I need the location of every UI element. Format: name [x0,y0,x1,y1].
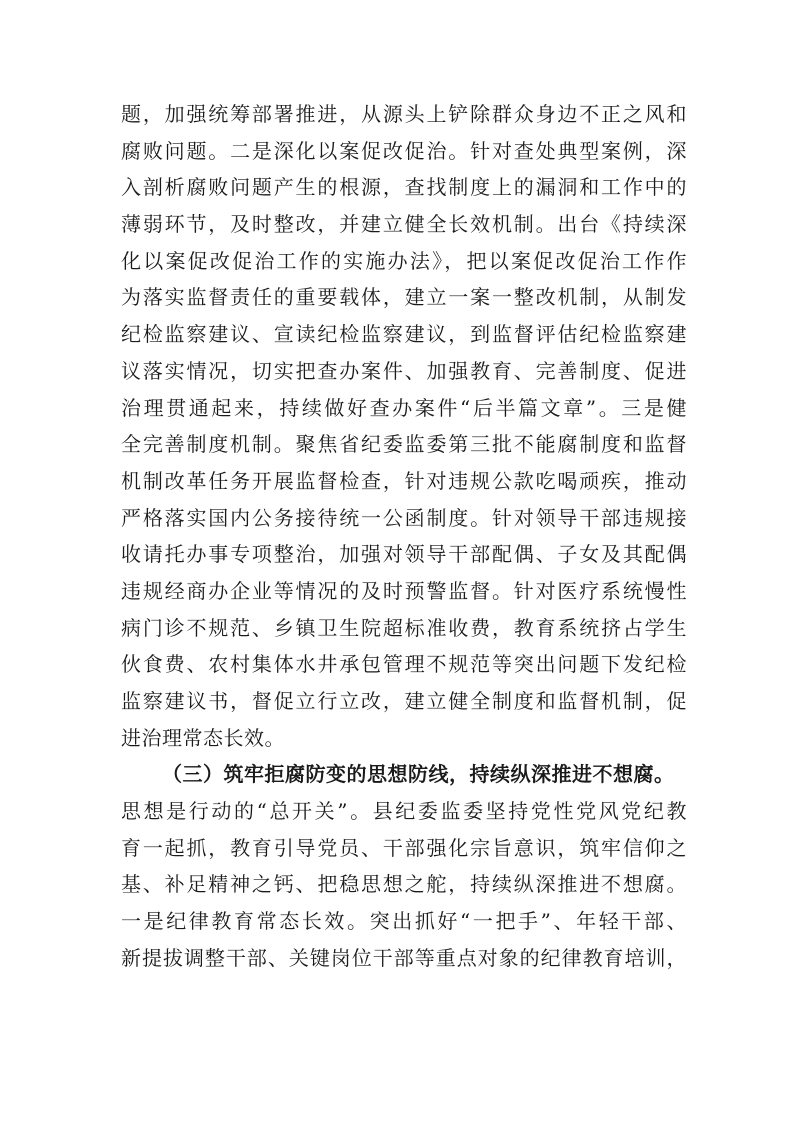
text-line: 议落实情况，切实把查办案件、加强教育、完善制度、促进 [121,358,687,383]
section-heading: （三）筑牢拒腐防变的思想防线，持续纵深推进不想腐。 [162,762,675,787]
text-line: 违规经商办企业等情况的及时预警监督。针对医疗系统慢性 [121,578,687,603]
text-line: 腐败问题。二是深化以案促改促治。针对查处典型案例，深 [121,138,687,163]
text-line: 新提拔调整干部、关键岗位干部等重点对象的纪律教育培训， [121,945,687,970]
text-line: 思想是行动的“总开关”。县纪委监委坚持党性党风党纪教 [121,799,687,824]
text-line: 入剖析腐败问题产生的根源，查找制度上的漏洞和工作中的 [121,175,687,200]
text-line: 一是纪律教育常态长效。突出抓好“一把手”、年轻干部、 [121,909,687,934]
text-line: 基、补足精神之钙、把稳思想之舵，持续纵深推进不想腐。 [121,872,687,897]
text-line: 进治理常态长效。 [121,725,285,750]
text-line: 育一起抓，教育引导党员、干部强化宗旨意识，筑牢信仰之 [121,835,687,860]
text-line: 纪检监察建议、宣读纪检监察建议，到监督评估纪检监察建 [121,322,687,347]
text-line: 病门诊不规范、乡镇卫生院超标准收费，教育系统挤占学生 [121,615,687,640]
text-line: 全完善制度机制。聚焦省纪委监委第三批不能腐制度和监督 [121,432,687,457]
text-line: 机制改革任务开展监督检查，针对违规公款吃喝顽疾，推动 [121,468,687,493]
text-line: 监察建议书，督促立行立改，建立健全制度和监督机制，促 [121,689,687,713]
text-line: 题，加强统筹部署推进，从源头上铲除群众身边不正之风和 [121,102,687,126]
text-line: 为落实监督责任的重要载体，建立一案一整改机制，从制发 [121,285,687,310]
text-line: 治理贯通起来，持续做好查办案件“后半篇文章”。三是健 [121,395,687,420]
text-line: 严格落实国内公务接待统一公函制度。针对领导干部违规接 [121,505,687,530]
text-line: 收请托办事专项整治，加强对领导干部配偶、子女及其配偶 [121,542,687,567]
body-text [121,96,687,977]
text-line: 薄弱环节，及时整改，并建立健全长效机制。出台《持续深 [121,212,687,237]
text-line: 化以案促改促治工作的实施办法》，把以案促改促治工作作 [121,248,687,273]
text-line: 伙食费、农村集体水井承包管理不规范等突出问题下发纪检 [121,652,687,677]
